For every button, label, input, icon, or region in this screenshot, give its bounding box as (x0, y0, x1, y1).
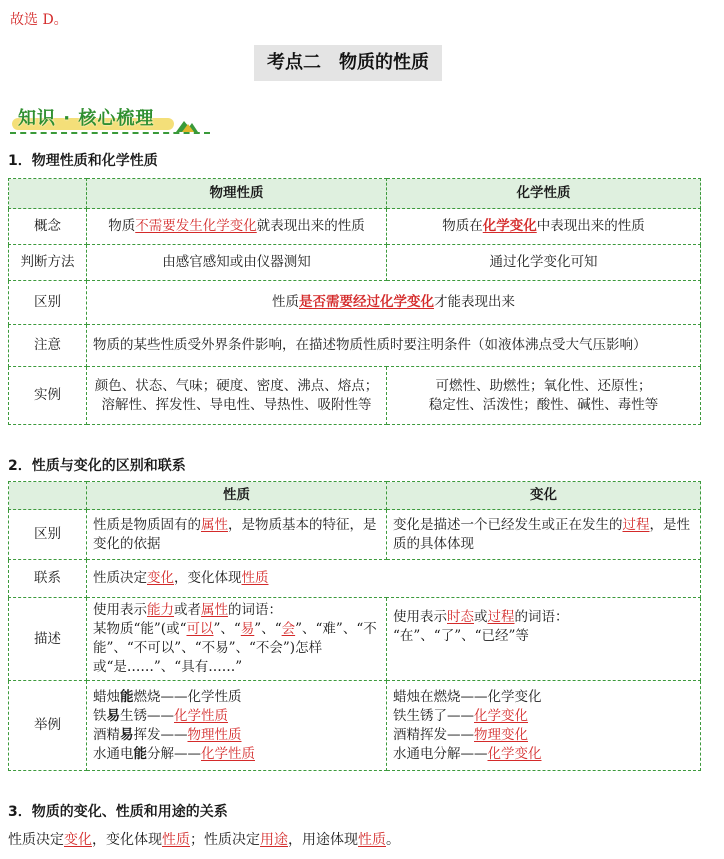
diff-property: 性质是物质固有的属性，是物质基本的特征，是变化的依据 (87, 510, 387, 560)
col-physical: 物理性质 (87, 179, 387, 209)
row-label: 区别 (9, 281, 87, 325)
mountain-icon (176, 118, 198, 132)
knowledge-banner (10, 100, 210, 136)
row-label: 判断方法 (9, 245, 87, 281)
table-row (9, 245, 701, 281)
table-corner (9, 179, 87, 209)
table-row (9, 367, 701, 425)
row-label: 描述 (9, 598, 87, 681)
table-row (9, 325, 701, 367)
examples-chemical: 可燃性、助燃性；氧化性、还原性； 稳定性、活泼性；酸性、碱性、毒性等 (387, 367, 701, 425)
table-row (9, 209, 701, 245)
summary-line: 性质决定变化，变化体现性质；性质决定用途，用途体现性质。 (8, 832, 400, 848)
table-row (9, 560, 701, 598)
properties-table (8, 178, 701, 425)
section-title: 考点二 物质的性质 (254, 45, 442, 81)
row-label: 实例 (9, 367, 87, 425)
examples-physical: 颜色、状态、气味；硬度、密度、沸点、熔点；溶解性、挥发性、导电性、导热性、吸附性等 (87, 367, 387, 425)
row-label: 区别 (9, 510, 87, 560)
heading-physical-chemical: 1．物理性质和化学性质 (8, 153, 158, 169)
difference-cell: 性质是否需要经过化学变化才能表现出来 (87, 281, 701, 325)
property-change-table (8, 481, 701, 771)
banner-divider (10, 132, 210, 134)
note-cell: 物质的某些性质受外界条件影响，在描述物质性质时要注明条件（如液体沸点受大气压影响） (87, 325, 701, 367)
concept-chemical: 物质在化学变化中表现出来的性质 (387, 209, 701, 245)
table-row (9, 681, 701, 771)
row-label: 概念 (9, 209, 87, 245)
row-label: 注意 (9, 325, 87, 367)
col-change: 变化 (387, 482, 701, 510)
col-chemical: 化学性质 (387, 179, 701, 209)
examples-change: 蜡烛在燃烧——化学变化 铁生锈了——化学变化 酒精挥发——物理变化 水通电分解——化学变化 (387, 681, 701, 771)
examples-property: 蜡烛能燃烧——化学性质 铁易生锈——化学性质 酒精易挥发——物理性质 水通电能分解——化学性质 (87, 681, 387, 771)
row-label: 联系 (9, 560, 87, 598)
heading-change-property-use: 3．物质的变化、性质和用途的关系 (8, 804, 228, 820)
table-row (9, 598, 701, 681)
diff-change: 变化是描述一个已经发生或正在发生的过程，是性质的具体体现 (387, 510, 701, 560)
table-row (9, 281, 701, 325)
answer-text: 故选 D。 (10, 12, 68, 28)
describe-change: 使用表示时态或过程的词语： “在”、“了”、“已经”等 (387, 598, 701, 681)
judge-physical: 由感官感知或由仪器测知 (87, 245, 387, 281)
relation-cell: 性质决定变化，变化体现性质 (87, 560, 701, 598)
banner-label: 知识 · 核心梳理 (18, 108, 155, 129)
heading-property-change: 2．性质与变化的区别和联系 (8, 458, 186, 474)
table-row (9, 510, 701, 560)
col-property: 性质 (87, 482, 387, 510)
table-corner (9, 482, 87, 510)
concept-physical: 物质不需要发生化学变化就表现出来的性质 (87, 209, 387, 245)
row-label: 举例 (9, 681, 87, 771)
judge-chemical: 通过化学变化可知 (387, 245, 701, 281)
describe-property: 使用表示能力或者属性的词语： 某物质“能”(或“可以”、“易”、“会”、“难”、“不能”、“不可以”、“不易”、“不会”)怎样或“是……”、“具有……” (87, 598, 387, 681)
